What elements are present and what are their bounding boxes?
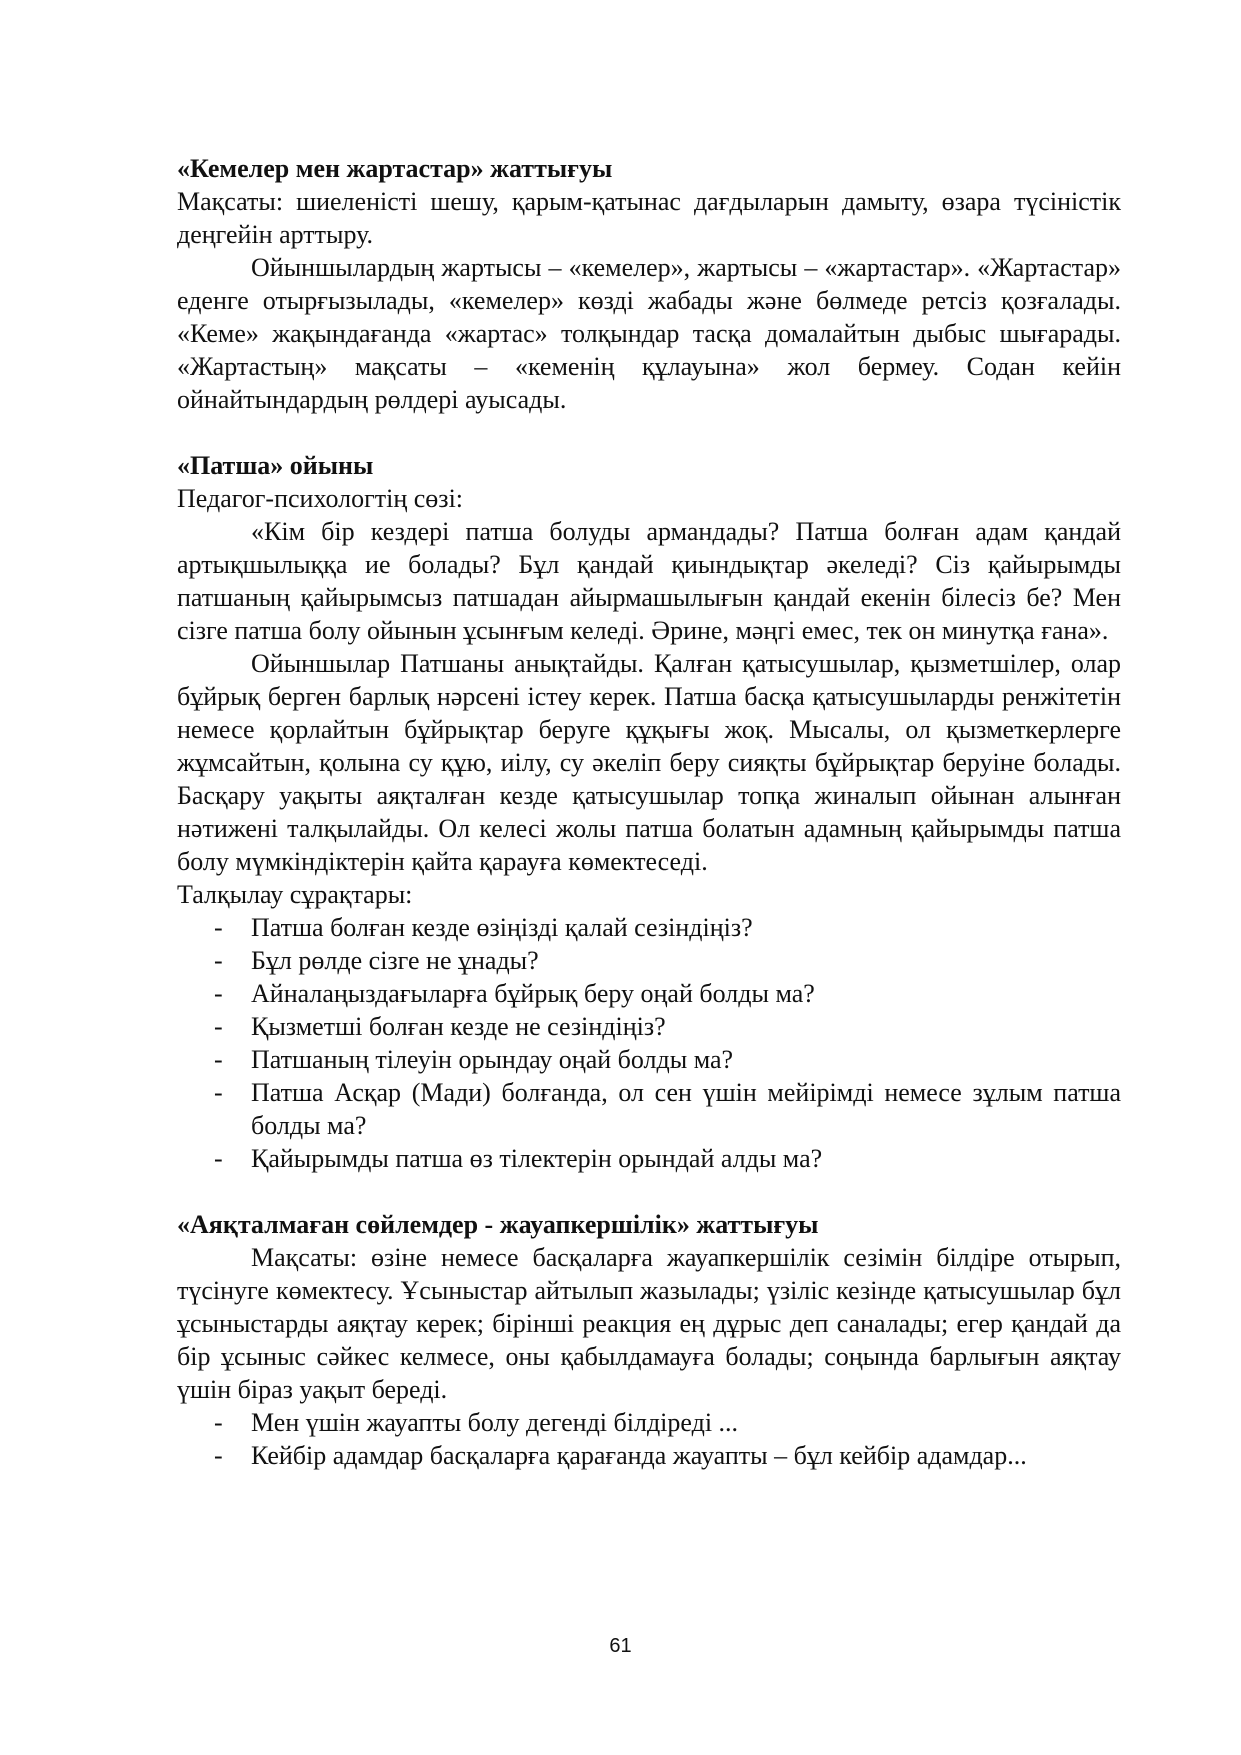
section-title-unfinished-sentences: «Аяқталмаған сөйлемдер - жауапкершілік» жаттығуы (177, 1210, 819, 1239)
questions-list (177, 911, 1121, 1175)
list-item: - Қайырымды патша өз тілектерін орындай алды ма? (177, 1142, 1121, 1175)
section-spacer (177, 1175, 1121, 1208)
page-number: 61 (609, 1635, 632, 1657)
questions-label: Талқылау сұрақтары: (177, 880, 413, 909)
section-paragraph: Ойыншылар Патшаны анықтайды. Қалған қатысушылар, қызметшілер, олар бұйрық берген барлық нәрсені істеу керек. Патша басқа қатысушыларды ренжітетін немесе қорлайтын бұйрықтар беруге құқығы жоқ. Мысалы, ол қызметкерлерге жұмсайтын, қолына су құю, иілу, су әкеліп беру сияқты бұйрықтар беруіне болады. Басқару уақыты аяқталған кезде қатысушылар топқа жиналып ойынан алынған нәтижені талқылайды. Ол келесі жолы патша болатын адамның қайырымды патша болу мүмкіндіктерін қайта қарауға көмектеседі. (177, 649, 1121, 876)
sentences-list (177, 1406, 1121, 1472)
section-spacer (177, 416, 1121, 449)
page-content (177, 152, 1121, 1472)
list-item: - Патша болған кезде өзіңізді қалай сезіндіңіз? (177, 911, 1121, 944)
list-item: - Патшаның тілеуін орындау оңай болды ма? (177, 1043, 1121, 1076)
section-title-ships-and-rocks: «Кемелер мен жартастар» жаттығуы (177, 154, 613, 183)
list-item: - Патша Асқар (Мади) болғанда, ол сен үшін мейірімді немесе зұлым патша болды ма? (177, 1076, 1121, 1142)
list-item: - Кейбір адамдар басқаларға қарағанда жауапты – бұл кейбір адамдар... (177, 1439, 1121, 1472)
quote-paragraph: «Кім бір кездері патша болуды армандады? Патша болған адам қандай артықшылыққа ие болады? Бұл қандай қиындықтар әкеледі? Сіз қайырымды патшаның қайырымсыз патшадан айырмашылығын қандай екенін білесіз бе? Мен сізге патша болу ойынын ұсынғым келеді. Әрине, мәңгі емес, тек он минутқа ғана». (177, 517, 1121, 645)
list-item: - Қызметші болған кезде не сезіндіңіз? (177, 1010, 1121, 1043)
section-paragraph: Мақсаты: өзіне немесе басқаларға жауапкершілік сезімін білдіре отырып, түсінуге көмектесу. Ұсыныстар айтылып жазылады; үзіліс кезінде қатысушылар бұл ұсыныстарды аяқтау керек; бірінші реакция ең дұрыс деп саналады; егер қандай да бір ұсыныс сәйкес келмесе, оны қабылдамауға болады; соңында барлығын аяқтау үшін біраз уақыт береді. (177, 1243, 1121, 1404)
section-title-king-game: «Патша» ойыны (177, 451, 374, 480)
list-item: - Бұл рөлде сізге не ұнады? (177, 944, 1121, 977)
list-item: - Мен үшін жауапты болу дегенді білдіреді ... (177, 1406, 1121, 1439)
section-paragraph: Ойыншылардың жартысы – «кемелер», жартысы – «жартастар». «Жартастар» еденге отырғызылады, «кемелер» көзді жабады және бөлмеде ретсіз қозғалады. «Кеме» жақындағанда «жартас» толқындар тасқа домалайтын дыбыс шығарады. «Жартастың» мақсаты – «кеменің құлауына» жол бермеу. Содан кейін ойнайтындардың рөлдері ауысады. (177, 253, 1121, 414)
list-item: - Айналаңыздағыларға бұйрық беру оңай болды ма? (177, 977, 1121, 1010)
section-goal: Мақсаты: шиеленісті шешу, қарым-қатынас дағдыларын дамыту, өзара түсіністік деңгейін арттыру. (177, 187, 1121, 249)
speaker-label: Педагог-психологтің сөзі: (177, 484, 464, 513)
